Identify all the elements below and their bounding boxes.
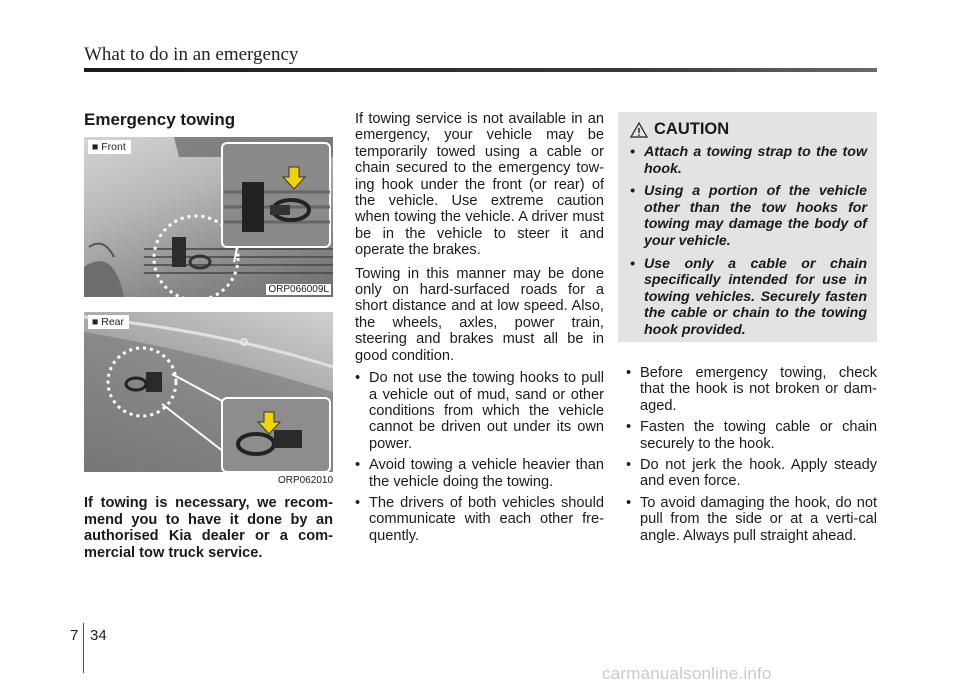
list-item: • Do not jerk the hook. Apply steady and even force.	[626, 457, 877, 490]
towing-warnings-list	[355, 370, 604, 544]
front-tow-hook-figure	[84, 137, 333, 297]
chapter-number: 7	[70, 627, 79, 644]
list-item: • Use only a cable or chain specifically intended for use in towing vehicles. Securely fasten the cable or chain to the towing hook provided.	[630, 255, 867, 338]
towing-recommendation-text: If towing is necessary, we recom-mend you to have it done by an authorised Kia dealer or a com-mercial tow truck service.	[84, 495, 333, 561]
caution-box	[618, 112, 877, 342]
list-item: • Avoid towing a vehicle heavier than the vehicle doing the towing.	[355, 457, 604, 490]
towing-paragraph-2: Towing in this manner may be done only on hard-surfaced roads for a short distance and at low speed. Also, the wheels, axles, power train, steering and brakes must all be in good condition.	[355, 265, 604, 364]
figure-code-front: ORP066009L	[268, 284, 329, 295]
list-item: • Fasten the towing cable or chain securely to the hook.	[626, 419, 877, 452]
figure-tag-front: ■ Front	[88, 140, 131, 154]
warning-triangle-icon	[630, 122, 648, 138]
front-bumper-illustration	[84, 137, 333, 297]
caution-title: CAUTION	[654, 120, 730, 138]
page-header-title: What to do in an emergency	[84, 44, 299, 65]
list-item: • Before emergency towing, check that the hook is not broken or dam-aged.	[626, 365, 877, 414]
towing-paragraph-1: If towing service is not available in an emergency, your vehicle may be temporarily towed using a cable or chain secured to the emergency tow-ing hook under the front (or rear) of the vehicle. Use extreme caution when towing the vehicle. A driver must be in the vehicle to steer it and operate the brakes.	[355, 111, 604, 259]
list-item: • Do not use the towing hooks to pull a vehicle out of mud, sand or other conditions from which the vehicle cannot be driven out under its own power.	[355, 370, 604, 452]
page-number-divider	[83, 623, 84, 673]
hook-usage-list	[626, 365, 877, 544]
page-number: 34	[90, 627, 107, 644]
watermark-text: carmanualsonline.info	[602, 664, 772, 683]
rear-bumper-illustration	[84, 312, 333, 472]
list-item: • Using a portion of the vehicle other than the tow hooks for towing may damage the body of your vehicle.	[630, 183, 867, 249]
rear-tow-hook-figure	[84, 312, 333, 472]
list-item: • Attach a towing strap to the tow hook.	[630, 144, 867, 177]
figure-code-rear: ORP062010	[278, 475, 334, 486]
caution-list	[630, 144, 867, 345]
caution-heading	[630, 120, 729, 139]
section-heading: Emergency towing	[84, 110, 236, 129]
list-item: • To avoid damaging the hook, do not pull from the side or at a verti-cal angle. Always pull straight ahead.	[626, 494, 877, 544]
figure-tag-rear: ■ Rear	[88, 315, 129, 329]
list-item: • The drivers of both vehicles should communicate with each other fre-quently.	[355, 494, 604, 544]
header-rule	[84, 68, 877, 72]
